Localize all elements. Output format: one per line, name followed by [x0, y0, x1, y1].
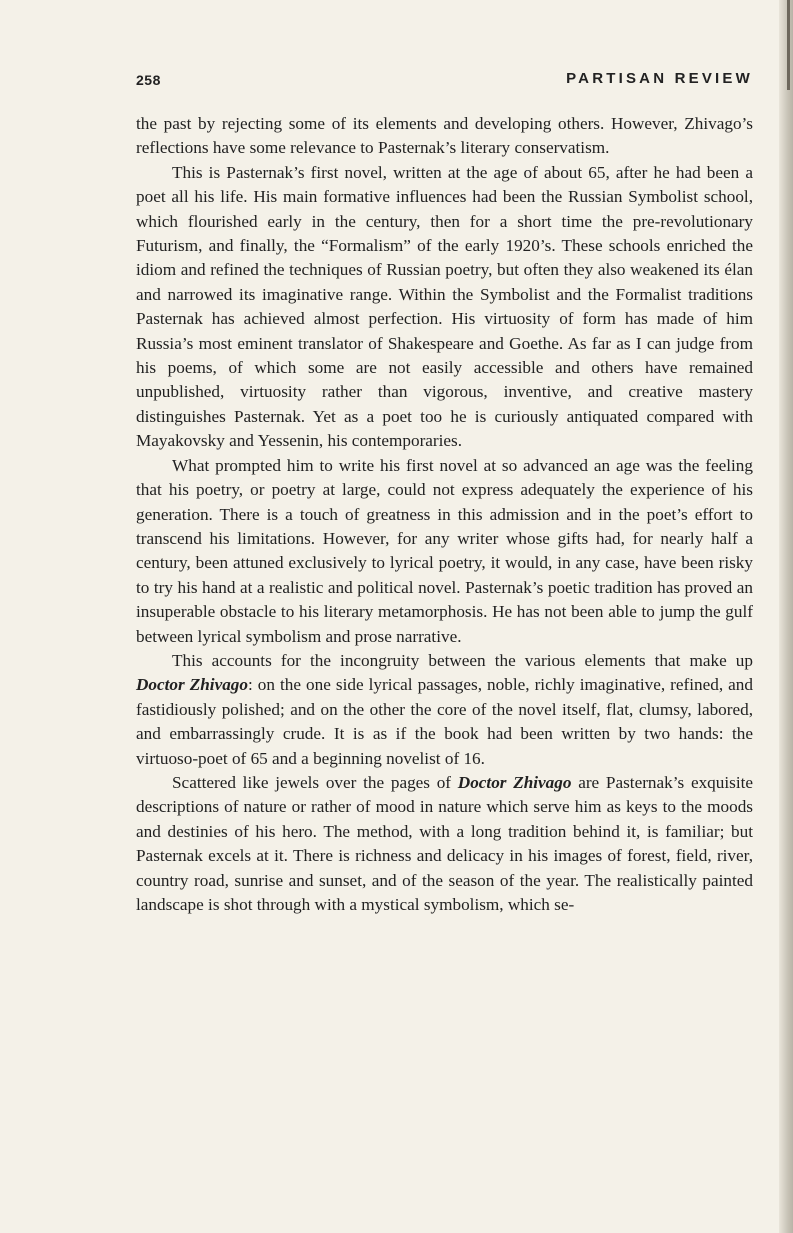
book-title: Doctor Zhivago — [457, 772, 572, 792]
paragraph-5-text-before: Scattered like jewels over the pages of — [172, 772, 458, 792]
paragraph-3: What prompted him to write his first novel at so advanced an age was the feeling that his poetry, or poetry at large, could not express adequately the experience of his generation. There is a touch of greatness in this admission and in the poet’s effort to transcend his limitations. However, for any writer whose gifts had, for nearly half a century, been attuned exclusively to lyrical poetry, it would, in any case, have been risky to try his hand at a realistic and political novel. Pasternak’s poetic tradition has proved an insuperable obstacle to his literary metamorphosis. He has not been able to jump the gulf between lyrical symbolism and prose narrative. — [136, 455, 753, 646]
page-edge — [779, 0, 793, 1233]
paragraph-5 — [136, 771, 753, 917]
paragraph-2: This is Pasternak’s first novel, written at the age of about 65, after he had been a poet all his life. His main formative influences had been the Russian Symbolist school, which flourished early in the century, then for a short time the pre-revolutionary Futurism, and finally, the “Formalism” of the early 1920’s. These schools enriched the idiom and refined the techniques of Russian poetry, but often they also weakened its élan and narrowed its imaginative range. Within the Symbolist and the Formalist traditions Pasternak has achieved almost perfection. His virtuosity of form has made of him Russia’s most eminent translator of Shakespeare and Goethe. As far as I can judge from his poems, of which some are not easily accessible and others have remained unpublished, virtuosity rather than vigorous, inventive, and creative mastery distinguishes Pasternak. Yet as a poet too he is curiously antiquated compared with Mayakovsky and Yessenin, his contemporaries. — [136, 162, 753, 451]
paragraph-4 — [136, 649, 753, 771]
page-header — [136, 66, 753, 94]
page-edge-mark — [787, 0, 790, 90]
body-text — [136, 112, 753, 917]
paragraph-4-text-after: : on the one side lyrical passages, noble, richly imaginative, refined, and fastidiously polished; and on the other the core of the novel itself, flat, clumsy, labored, and embarrassingly crude. It is as if the book had been written by two hands: the virtuoso-poet of 65 and a beginning novelist of 16. — [136, 675, 753, 768]
page-number: 258 — [136, 72, 161, 88]
paragraph-5-text-after: are Pasternak’s exquisite descriptions of nature or rather of mood in nature which serve him as keys to the moods and destinies of his hero. The method, with a long tradition behind it, is familiar; but Pasternak excels at it. There is richness and delicacy in his images of forest, field, river, country road, sunrise and sunset, and of the season of the year. The realistically painted landscape is shot through with a mystical symbolism, which se- — [136, 772, 753, 914]
paragraph-4-text-before: This accounts for the incongruity between the various elements that make up — [172, 650, 753, 670]
paragraph-1: the past by rejecting some of its elements and developing others. However, Zhivago’s reflections have some relevance to Pasternak’s literary conservatism. — [136, 114, 753, 158]
book-title: Doctor Zhivago — [136, 675, 248, 695]
running-head: PARTISAN REVIEW — [566, 70, 753, 87]
